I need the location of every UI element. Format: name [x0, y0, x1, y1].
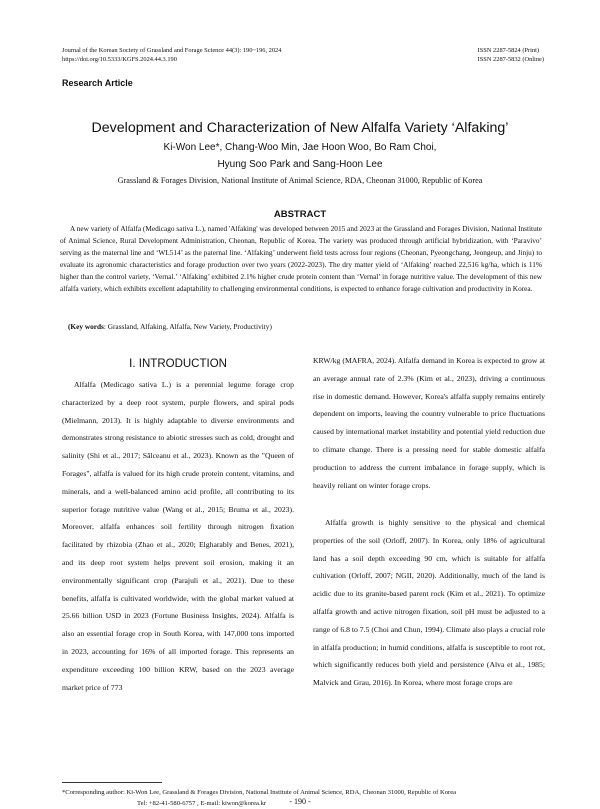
intro-paragraph-2: Alfalfa growth is highly sensitive to the physical and chemical properties of the soil (Orloff, 2007). In Korea, only 18% of agricultural land has a soil depth exceeding 90 cm, which is suitable for alfalfa cultivation (Orloff, 2007; NGII, 2020). Additionally, much of the land is acidic due to its granite-based parent rock (Kim et al., 2021). To optimize alfalfa growth and active nitrogen fixation, soil pH must be adjusted to a range of 6.8 to 7.5 (Choi and Chun, 1994). Climate also plays a crucial role in alfalfa production; in humid conditions, alfalfa is susceptible to root rot, which significantly reduces both yield and persistence (Alva et al., 1985; Malvick and Grau, 2016). In Korea, where most forage crops are	[313, 518, 545, 688]
page-number: - 190 -	[289, 797, 311, 806]
journal-citation: Journal of the Korean Society of Grassland and Forage Science 44(3): 190~196, 2024	[62, 47, 282, 54]
keywords	[68, 322, 272, 331]
paper-title: Development and Characterization of New Alfalfa Variety ‘Alfaking’	[91, 120, 509, 136]
intro-paragraph-1: Alfalfa (Medicago sativa L.) is a perennial legume forage crop characterized by a deep root system, purple flowers, and spiral pods (Mielmann, 2013). It is highly adaptable to diverse environments and demonstrates strong resistance to abiotic stresses such as cold, drought and salinity (Shi et al., 2017; Sălceanu et al., 2023). Known as the "Queen of Forages", alfalfa is valued for its high crude protein content, vitamins, and minerals, and a well-balanced amino acid profile, all contributing to its superior forage nutritive value (Wang et al., 2015; Bruma et al., 2023). Moreover, alfalfa enhances soil fertility through nitrogen fixation facilitated by rhizobia (Zhao et al., 2020; Elgharably and Benes, 2021), and its deep root system helps prevent soil erosion, making it an environmentally significant crop (Parajuli et al., 2021). Due to these benefits, alfalfa is cultivated worldwide, with the global market valued at 25.66 billion USD in 2023 (Fortune Business Insights, 2024). Alfalfa is also an essential forage crop in South Korea, with 147,000 tons imported in 2023, accounting for 16% of all imported forage. This represents an expenditure exceeding 100 billion KRW, based on the 2023 average market price of 773	[62, 380, 294, 692]
author-list	[0, 139, 600, 173]
affiliation: Grassland & Forages Division, National Institute of Animal Science, RDA, Cheonan 31000, Republic of Korea	[117, 176, 483, 185]
issn-online: ISSN 2287-5832 (Online)	[477, 56, 544, 63]
intro-paragraph-continued: KRW/kg (MAFRA, 2024). Alfalfa demand in Korea is expected to grow at an average annual rate of 2.3% (Kim et al., 2023), driving a continuous rise in domestic demand. However, Korea's alfalfa supply remains entirely dependent on imports, leaving the country vulnerable to price fluctuations caused by international market instability and potential yield reduction due to climate change. There is a pressing need for stable domestic alfalfa production to address the current imbalance in forage supply, which is heavily reliant on winter forage crops.	[313, 356, 545, 490]
keywords-list: : Grassland, Alfaking, Alfalfa, New Variety, Productivity)	[103, 322, 272, 331]
footnote-rule	[62, 782, 162, 783]
authors-line-2: Hyung Soo Park and Sang-Hoon Lee	[217, 159, 383, 170]
keywords-label: (Key words	[68, 322, 104, 331]
footnote-line-1: *Corresponding author: Ki-Won Lee, Grassland & Forages Division, National Institute of Animal Science, RDA, Cheonan 31000, Republic of Korea	[62, 789, 457, 796]
issn-print: ISSN 2287-5824 (Print)	[477, 47, 540, 54]
section-heading-introduction: Ⅰ. INTRODUCTION	[129, 358, 227, 370]
authors-line-1: Ki-Won Lee*, Chang-Woo Min, Jae Hoon Woo, Bo Ram Choi,	[163, 142, 437, 153]
abstract-heading: ABSTRACT	[273, 209, 327, 220]
footnote-contact: Tel: +82-41-580-6757 , E-mail: kiwon@korea.kr	[137, 800, 267, 807]
journal-header	[62, 46, 281, 64]
abstract-text: A new variety of Alfalfa (Medicago sativa L.), named 'Alfaking' was developed between 2015 and 2023 at the Grassland and Forages Division, National Institute of Animal Science, Rural Development Administration, Cheonan, Republic of Korea. The variety was produced through artificial hybridization, with ‘Paravivo’ serving as the maternal line and ‘WL514’ as the paternal line. ‘Alfaking’ underwent field tests across four regions (Cheonan, Pyeongchang, Jeongeup, and Jinju) to evaluate its agronomic characteristics and forage production over two years (2022-2023). The dry matter yield of ‘Alfaking’ reached 22,516 kg/ha, which is 11% higher than the control variety, ‘Vernal.’ ‘Alfaking’ exhibited 2.1% higher crude protein content than ‘Vernal’ in forage nutritive value. The development of this new alfalfa variety, which exhibits excellent adaptability to challenging environmental conditions, is expected to enhance forage cultivation and productivity in Korea.	[60, 224, 542, 293]
article-type: Research Article	[62, 78, 133, 88]
issn-block	[478, 46, 544, 64]
doi-link[interactable]: https://doi.org/10.5333/KGFS.2024.44.3.190	[62, 56, 177, 63]
